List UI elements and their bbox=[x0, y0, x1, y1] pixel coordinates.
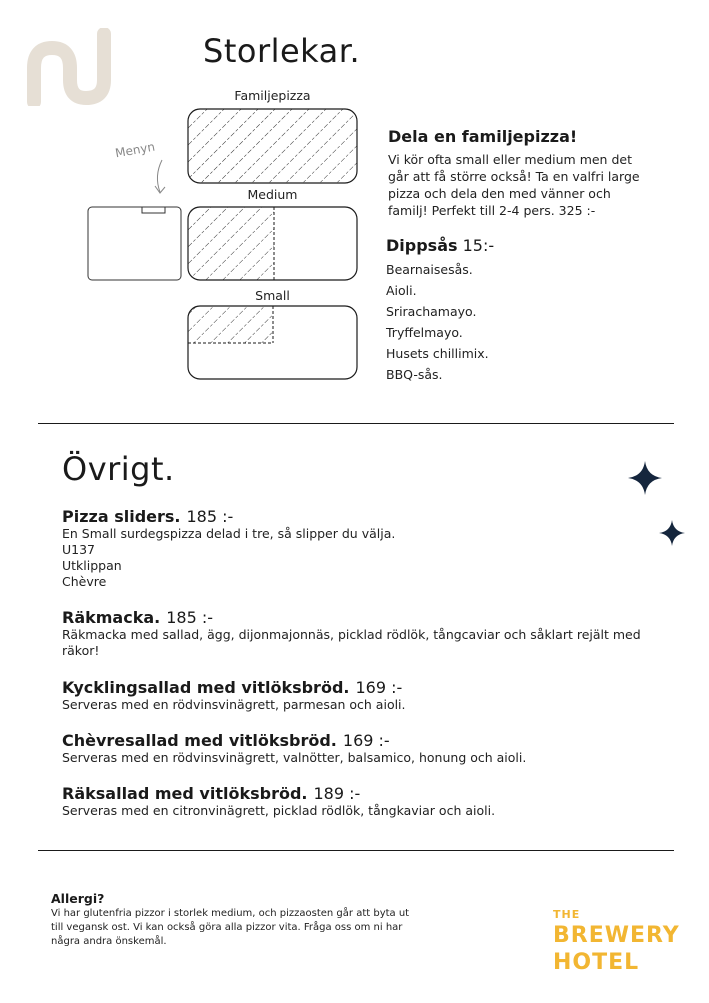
divider bbox=[38, 850, 674, 851]
item-name: Chèvresallad med vitlöksbröd. bbox=[62, 731, 337, 750]
dip-item: Aioli. bbox=[386, 283, 417, 298]
small-pizza-box bbox=[188, 306, 357, 379]
dips-list bbox=[386, 259, 489, 385]
sizes-title: Storlekar. bbox=[203, 32, 361, 70]
dip-item: Bearnaisesås. bbox=[386, 262, 473, 277]
pizza-size-diagram bbox=[80, 100, 370, 390]
item-description: Serveras med en rödvinsvinägrett, valnötter, balsamico, honung och aioli. bbox=[62, 750, 527, 765]
dip-item: Tryffelmayo. bbox=[386, 325, 463, 340]
menu-label: Menyn bbox=[114, 139, 156, 161]
item-description: Chèvre bbox=[62, 574, 107, 589]
brand-line-brewery: BREWERY bbox=[553, 923, 680, 948]
allergy-title: Allergi? bbox=[51, 891, 105, 906]
menu-item-rakmacka bbox=[62, 608, 652, 659]
menu-item-chevresallad bbox=[62, 731, 662, 766]
menu-card-icon bbox=[88, 207, 181, 280]
item-description: Serveras med en citronvinägrett, picklad rödlök, tångkaviar och aioli. bbox=[62, 803, 496, 818]
medium-pizza-box bbox=[188, 207, 357, 280]
menu-item-raksallad bbox=[62, 784, 662, 819]
allergy-text: Vi har glutenfria pizzor i storlek medium, och pizzaosten går att byta ut till vegansk ost. Vi kan också göra alla pizzor vita. Fråga oss om ni har några andra önskemål. bbox=[51, 908, 410, 947]
item-description: Räkmacka med sallad, ägg, dijonmajonnäs, picklad rödlök, tångcaviar och såklart rejält med räkor! bbox=[62, 627, 641, 658]
item-description: U137 bbox=[62, 542, 96, 557]
dip-item: Srirachamayo. bbox=[386, 304, 477, 319]
item-price: 189 :- bbox=[313, 784, 361, 803]
dip-item: Husets chillimix. bbox=[386, 346, 489, 361]
item-price: 185 :- bbox=[166, 608, 214, 627]
item-description: Utklippan bbox=[62, 558, 122, 573]
menu-item-kycklingsallad bbox=[62, 678, 662, 713]
dips-title: Dippsås bbox=[386, 236, 458, 255]
brand-line-hotel: HOTEL bbox=[553, 950, 640, 975]
family-size-label: Familjepizza bbox=[234, 88, 311, 103]
item-description: En Small surdegspizza delad i tre, så slipper du välja. bbox=[62, 526, 396, 541]
item-description: Serveras med en rödvinsvinägrett, parmesan och aioli. bbox=[62, 697, 406, 712]
curved-arrow-icon bbox=[157, 160, 162, 192]
family-pizza-box bbox=[188, 109, 357, 183]
item-price: 169 :- bbox=[355, 678, 403, 697]
share-title: Dela en familjepizza! bbox=[388, 127, 578, 146]
logo-mark-icon bbox=[24, 28, 124, 106]
brand-line-the: THE bbox=[553, 908, 581, 921]
dips-heading bbox=[386, 236, 494, 255]
other-title: Övrigt. bbox=[62, 450, 175, 488]
divider bbox=[38, 423, 674, 424]
dips-price: 15:- bbox=[462, 236, 495, 255]
item-price: 169 :- bbox=[342, 731, 390, 750]
item-name: Pizza sliders. bbox=[62, 507, 181, 526]
item-name: Räksallad med vitlöksbröd. bbox=[62, 784, 308, 803]
item-name: Räkmacka. bbox=[62, 608, 161, 627]
medium-size-label: Medium bbox=[247, 187, 298, 202]
sparkle-icon bbox=[628, 461, 662, 495]
dip-item: BBQ-sås. bbox=[386, 367, 443, 382]
share-text: Vi kör ofta small eller medium men det går att få större också! Ta en valfri large pizza och dela den med vänner och familj! Perfekt till 2-4 pers. 325 :- bbox=[388, 152, 640, 218]
small-size-label: Small bbox=[255, 288, 290, 303]
sparkle-icon bbox=[659, 520, 685, 546]
item-name: Kycklingsallad med vitlöksbröd. bbox=[62, 678, 350, 697]
menu-item-pizza-sliders bbox=[62, 507, 662, 590]
brand-logo bbox=[553, 908, 680, 976]
item-price: 185 :- bbox=[186, 507, 234, 526]
